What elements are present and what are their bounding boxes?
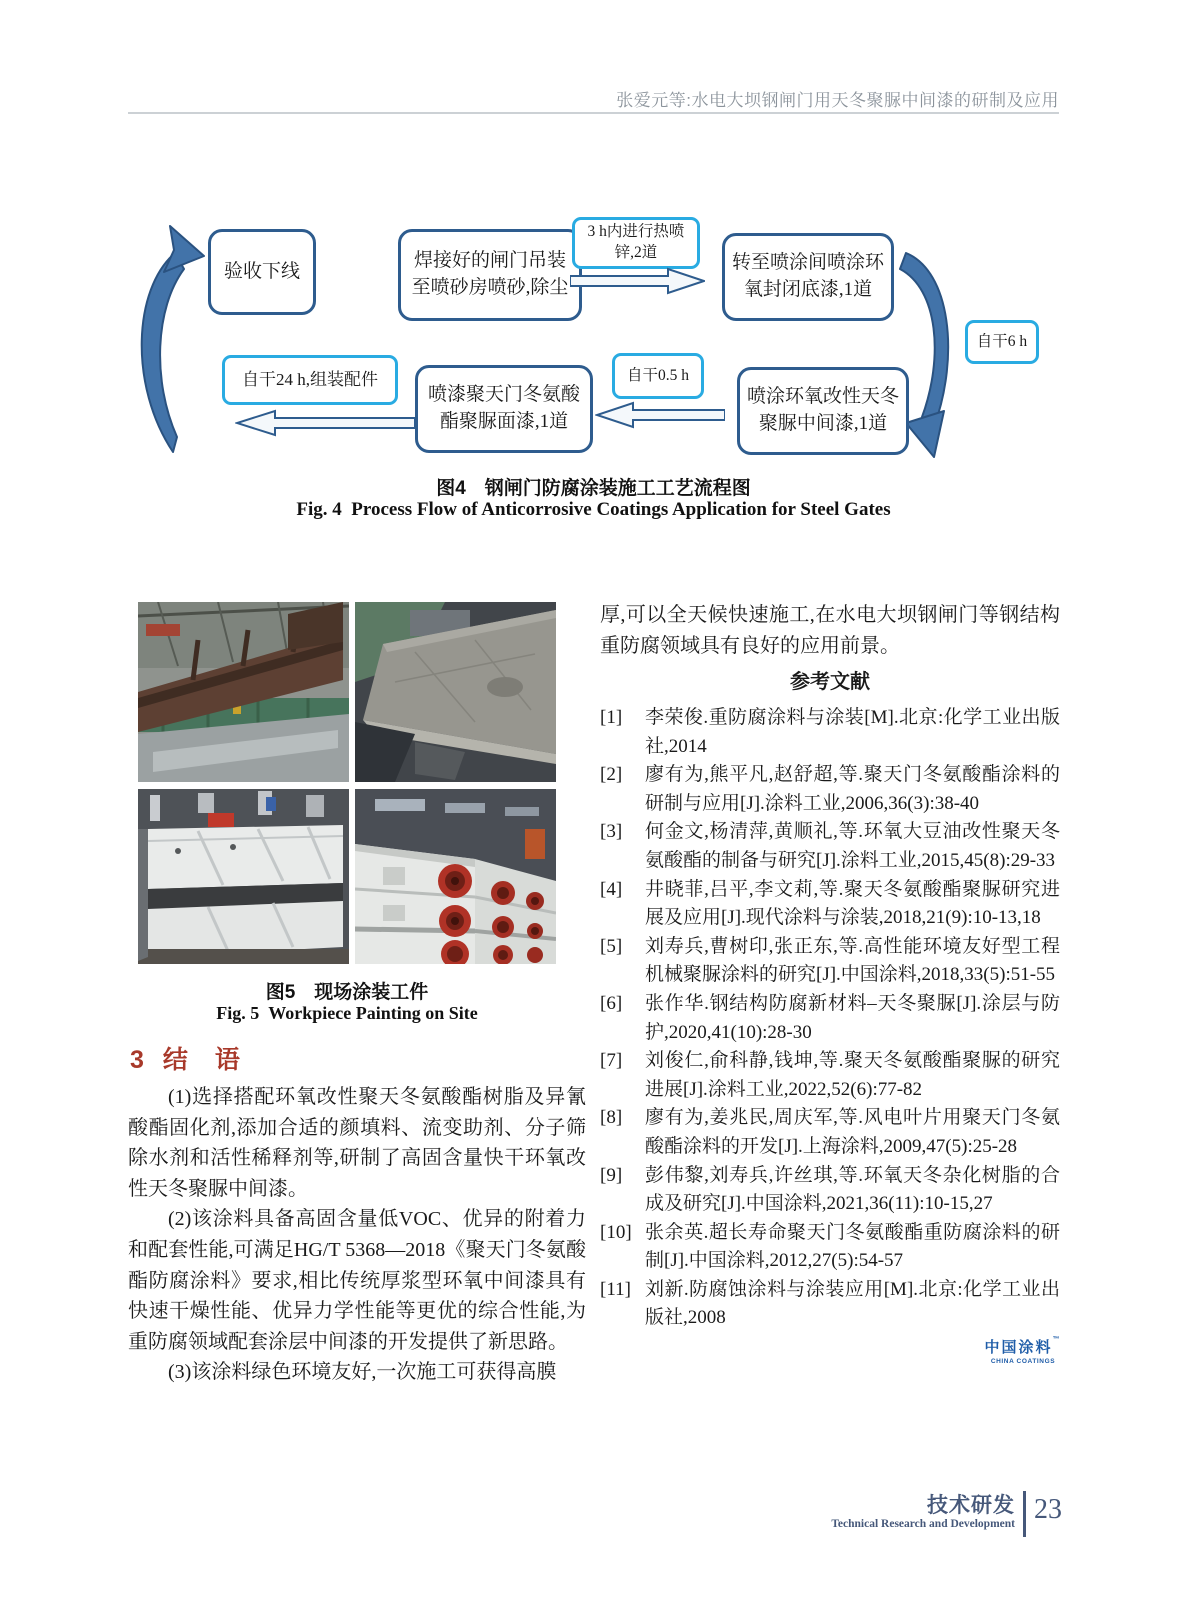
reference-item (600, 1047, 1060, 1104)
reference-number: [5] (600, 935, 623, 957)
flow-box-midcoat: 喷涂环氧改性天冬聚脲中间漆,1道 (737, 367, 909, 455)
continuation-text: 厚,可以全天候快速施工,在水电大坝钢闸门等钢结构重防腐领域具有良好的应用前景。 (600, 604, 1060, 657)
flow-arrow-left2-icon (235, 409, 415, 437)
reference-text: 何金文,杨清萍,黄顺礼,等.环氧大豆油改性聚天冬氨酸酯的制备与研究[J].涂料工业,2015,45(8):29-33 (645, 821, 1060, 871)
logo-trademark: ™ (1052, 1336, 1062, 1343)
cycle-arrow-left-icon (140, 223, 210, 455)
reference-number: [2] (600, 764, 623, 786)
figure4-caption-en: Fig. 4 Process Flow of Anticorrosive Coatings Application for Steel Gates (296, 499, 891, 520)
conclusion-heading-number: 3 (130, 1046, 145, 1074)
logo-zh: 中国涂料 (984, 1339, 1053, 1356)
reference-item (600, 990, 1060, 1047)
footer-divider (1023, 1491, 1026, 1537)
reference-item (600, 1104, 1060, 1161)
footer-section-en: Technical Research and Development (831, 1518, 1015, 1530)
flow-label-dry6h: 自干6 h (965, 320, 1039, 364)
reference-text: 刘俊仁,俞科静,钱坤,等.聚天冬氨酸酯聚脲的研究进展[J].涂料工业,2022,52(6):77-82 (645, 1050, 1060, 1100)
conclusion-paragraph: (1)选择搭配环氧改性聚天冬氨酸酯树脂及异氰酸酯固化剂,添加合适的颜填料、流变助剂、分子筛除水剂和活性稀释剂等,研制了高固含量快干环氧改性天冬聚脲中间漆。 (128, 1086, 586, 1200)
conclusion-paragraph: (3)该涂料绿色环境友好,一次施工可获得高膜 (168, 1361, 557, 1384)
flow-box-primer: 转至喷涂间喷涂环氧封闭底漆,1道 (722, 233, 894, 321)
reference-text: 刘新.防腐蚀涂料与涂装应用[M].北京:化学工业出版社,2008 (645, 1278, 1060, 1329)
figure4-caption-zh: 图4 钢闸门防腐涂装施工工艺流程图 (436, 478, 751, 499)
reference-number: [11] (600, 1278, 631, 1300)
reference-number: [4] (600, 878, 623, 900)
reference-item (600, 876, 1060, 933)
reference-item (600, 818, 1060, 875)
flow-box-weld: 焊接好的闸门吊装至喷砂房喷砂,除尘 (398, 229, 582, 321)
reference-number: [10] (600, 1221, 632, 1243)
figure5-photo-sandblasted-steel-plate (355, 602, 556, 782)
running-title: 张爱元等:水电大坝钢闸门用天冬聚脲中间漆的研制及应用 (616, 91, 1059, 110)
flow-label-dry05h: 自干0.5 h (612, 353, 704, 399)
figure4-flowchart (140, 205, 1060, 461)
flow-arrow-left-icon (595, 401, 725, 429)
reference-number: [8] (600, 1107, 623, 1129)
reference-item (600, 1162, 1060, 1219)
reference-text: 张作华.钢结构防腐新材料–天冬聚脲[J].涂层与防护,2020,41(10):28-30 (645, 992, 1060, 1043)
figure5-photo-grid (138, 602, 556, 964)
reference-number: [1] (600, 707, 623, 728)
conclusion-paragraph: (2)该涂料具备高固含量低VOC、优异的附着力和配套性能,可满足HG/T 5368—2018《聚天门冬氨酸酯防腐涂料》要求,相比传统厚浆型环氧中间漆具有快速干燥性能、优异力学性能等更优的综合性能,为重防腐领域配套涂层中间漆的开发提供了新思路。 (128, 1208, 586, 1353)
flow-arrow-right-icon (570, 267, 705, 295)
china-coatings-logo (980, 1336, 1066, 1365)
reference-text: 李荣俊.重防腐涂料与涂装[M].北京:化学工业出版社,2014 (645, 707, 1060, 757)
right-column (600, 600, 1060, 1333)
reference-number: [7] (600, 1050, 623, 1072)
reference-text: 廖有为,熊平凡,赵舒超,等.聚天门冬氨酸酯涂料的研制与应用[J].涂料工业,2006,36(3):38-40 (645, 764, 1060, 814)
figure5-photo-painted-gates-stacked (355, 789, 556, 964)
flow-box-topcoat: 喷漆聚天门冬氨酸酯聚脲面漆,1道 (415, 365, 593, 453)
reference-text: 刘寿兵,曹树印,张正东,等.高性能环境友好型工程机械聚脲涂料的研究[J].中国涂料,2018,33(5):51-55 (645, 935, 1060, 986)
page-number: 23 (1034, 1494, 1062, 1525)
reference-item (600, 761, 1060, 818)
flow-box-dry24h: 自干24 h,组装配件 (222, 355, 398, 405)
reference-item (600, 1276, 1060, 1333)
reference-text: 井晓菲,吕平,李文莉,等.聚天冬氨酸酯聚脲研究进展及应用[J].现代涂料与涂装,2018,21(9):10-13,18 (645, 878, 1060, 929)
conclusion-heading-title: 结 语 (162, 1046, 241, 1074)
reference-number: [9] (600, 1164, 623, 1186)
reference-item (600, 1219, 1060, 1276)
flow-box-inspect: 验收下线 (208, 229, 316, 315)
figure5-caption-en: Fig. 5 Workpiece Painting on Site (216, 1003, 478, 1023)
flow-label-zinc: 3 h内进行热喷锌,2道 (572, 217, 700, 269)
conclusion-paragraphs (128, 1082, 586, 1388)
conclusion-heading (130, 1040, 241, 1076)
reference-item (600, 704, 1060, 761)
logo-en: CHINA COATINGS (990, 1358, 1056, 1365)
footer-section-zh: 技术研发 (927, 1494, 1015, 1517)
references-heading: 参考文献 (790, 671, 870, 693)
figure5-photo-steel-gate-before-blasting (138, 602, 349, 782)
reference-number: [6] (600, 992, 623, 1014)
header-rule (128, 112, 1059, 114)
reference-text: 廖有为,姜兆民,周庆军,等.风电叶片用聚天门冬氨酸酯涂料的开发[J].上海涂料,2009,47(5):25-28 (645, 1107, 1060, 1157)
reference-number: [3] (600, 821, 623, 843)
reference-item (600, 933, 1060, 990)
references-list (600, 704, 1060, 1333)
figure5-caption-zh: 图5 现场涂装工件 (265, 982, 429, 1003)
reference-text: 张余英.超长寿命聚天门冬氨酸酯重防腐涂料的研制[J].中国涂料,2012,27(5):54-57 (645, 1221, 1060, 1272)
reference-text: 彭伟黎,刘寿兵,许丝琪,等.环氧天冬杂化树脂的合成及研究[J].中国涂料,2021,36(11):10-15,27 (645, 1164, 1060, 1215)
figure5-photo-painted-gate-in-workshop (138, 789, 349, 964)
